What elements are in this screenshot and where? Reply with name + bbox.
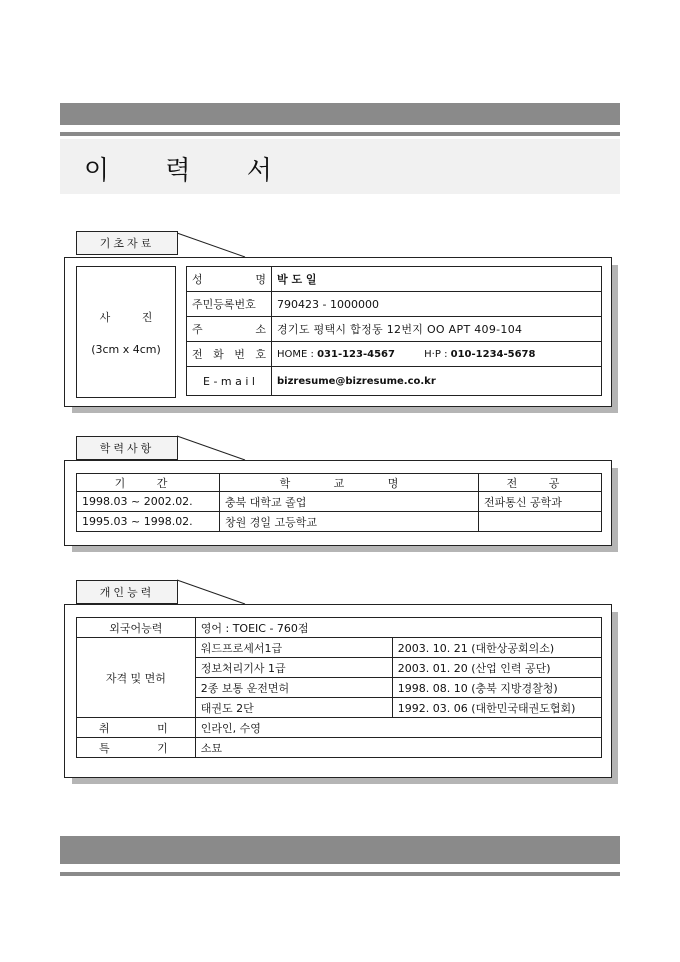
abilities-tab: 개인능력 bbox=[76, 580, 178, 604]
table-row bbox=[77, 618, 602, 638]
name-value: 박 도 일 bbox=[272, 267, 602, 292]
photo-label: 사 진 bbox=[99, 310, 167, 324]
talent-label: 특 기 bbox=[77, 738, 196, 758]
education-tab: 학력사항 bbox=[76, 436, 178, 460]
home-phone: 031-123-4567 bbox=[317, 348, 395, 360]
id-number-label: 주민등록번호 bbox=[187, 292, 272, 317]
school-cell: 충북 대학교 졸업 bbox=[220, 492, 479, 512]
school-cell: 창원 경일 고등학교 bbox=[220, 512, 479, 532]
phone-label: 전 화 번 호 bbox=[187, 342, 272, 367]
table-row bbox=[77, 638, 602, 658]
address-label: 주 소 bbox=[187, 317, 272, 342]
home-phone-label: HOME : bbox=[277, 348, 314, 360]
certificate-date: 1992. 03. 06 (대한민국태권도협회) bbox=[392, 698, 601, 718]
abilities-table bbox=[76, 617, 602, 758]
period-cell: 1998.03 ~ 2002.02. bbox=[77, 492, 220, 512]
photo-size: (3cm x 4cm) bbox=[91, 342, 161, 356]
period-cell: 1995.03 ~ 1998.02. bbox=[77, 512, 220, 532]
header-major: 전 공 bbox=[479, 474, 602, 492]
certificate-date: 1998. 08. 10 (충북 지방경찰청) bbox=[392, 678, 601, 698]
certificate-date: 2003. 10. 21 (대한상공회의소) bbox=[392, 638, 601, 658]
header-period: 기 간 bbox=[77, 474, 220, 492]
email-value: bizresume@bizresume.co.kr bbox=[272, 367, 602, 396]
language-value: 영어 : TOEIC - 760점 bbox=[195, 618, 601, 638]
certificate-name: 정보처리기사 1급 bbox=[195, 658, 392, 678]
footer-rule bbox=[60, 872, 620, 876]
mobile-phone-label: H·P : bbox=[424, 348, 448, 360]
footer-band bbox=[60, 836, 620, 864]
certificate-name: 태권도 2단 bbox=[195, 698, 392, 718]
address-value: 경기도 평택시 합정동 12번지 OO APT 409-104 bbox=[272, 317, 602, 342]
talent-value: 소묘 bbox=[195, 738, 601, 758]
certificates-label: 자격 및 면허 bbox=[77, 638, 196, 718]
certificate-name: 워드프로세서1급 bbox=[195, 638, 392, 658]
certificate-name: 2종 보통 운전면허 bbox=[195, 678, 392, 698]
certificate-date: 2003. 01. 20 (산업 인력 공단) bbox=[392, 658, 601, 678]
major-cell: 전파통신 공학과 bbox=[479, 492, 602, 512]
page-title: 이 력 서 bbox=[84, 156, 296, 186]
basic-tab: 기초자료 bbox=[76, 231, 178, 255]
table-row bbox=[77, 738, 602, 758]
email-label: E - m a i l bbox=[187, 367, 272, 396]
id-number-value: 790423 - 1000000 bbox=[272, 292, 602, 317]
header-school: 학 교 명 bbox=[220, 474, 479, 492]
hobby-label: 취 미 bbox=[77, 718, 196, 738]
hobby-value: 인라인, 수영 bbox=[195, 718, 601, 738]
language-label: 외국어능력 bbox=[77, 618, 196, 638]
table-row bbox=[77, 718, 602, 738]
name-label: 성 명 bbox=[187, 267, 272, 292]
mobile-phone: 010-1234-5678 bbox=[450, 348, 536, 360]
